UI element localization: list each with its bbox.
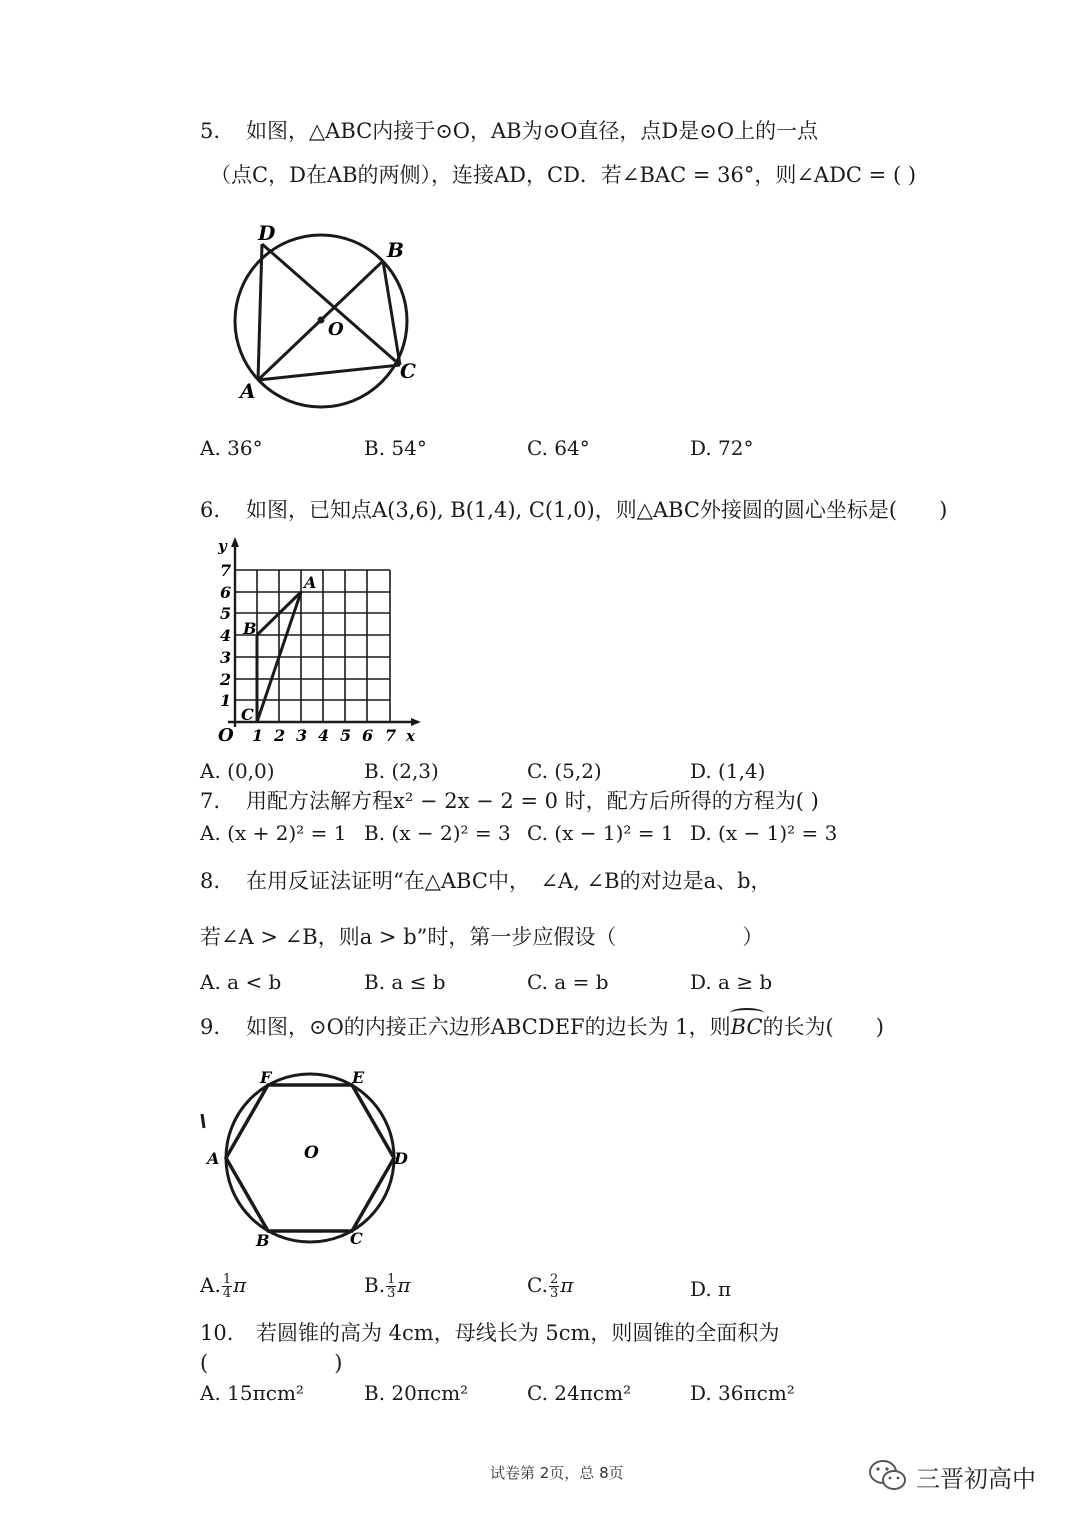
q6-y-tick: 4 (220, 626, 232, 645)
q9-label-e: E (352, 1068, 365, 1087)
q10-line2: ( ) (200, 1351, 343, 1375)
q9-option-d: D. π (690, 1277, 732, 1301)
q9-arc-bc: BC (731, 1012, 763, 1042)
q8-option-b: B. a ≤ b (364, 970, 446, 994)
q6-y-tick: 1 (220, 691, 232, 710)
q7-option-d: D. (x − 1)² = 3 (690, 821, 838, 845)
q10-option-a: A. 15πcm² (200, 1381, 304, 1405)
q9-option-b: B. $\frac{1}{3}$ π (364, 1272, 411, 1301)
q9-label-f: F (260, 1068, 272, 1087)
q10-option-b: B. 20πcm² (364, 1381, 469, 1405)
q5-option-d: D. 72° (690, 436, 754, 460)
q6-x-tick: 5 (340, 726, 352, 745)
q5-label-d: D (258, 221, 276, 245)
q6-x-tick: 6 (362, 726, 374, 745)
q6-x-tick: 3 (296, 726, 308, 745)
q6-y-axis-label: y (218, 537, 227, 555)
fraction: $\frac{2}{3}$ (549, 1272, 559, 1301)
q6-x-tick: 7 (385, 726, 397, 745)
q6-option-c: C. (5,2) (527, 759, 602, 783)
q6-origin-label: O (218, 725, 234, 746)
q6-x-tick: 1 (252, 726, 264, 745)
q8-line1: 8. 在用反证法证明“在△ABC中， ∠A, ∠B的对边是a、b， (200, 869, 772, 893)
q6-label-c: C (241, 705, 254, 724)
q6-x-axis-label: x (406, 727, 415, 745)
brand-name: 三晋初高中 (916, 1464, 1036, 1493)
q6-y-tick: 5 (220, 604, 232, 623)
q5-line1: 5. 如图，△ABC内接于⊙O，AB为⊙O直径，点D是⊙O上的一点 (200, 119, 819, 143)
q9-label-d: D (394, 1149, 408, 1168)
q9-line1: 9. 如图，⊙O的内接正六边形ABCDEF的边长为 1，则 BC的长为( ) (200, 1012, 884, 1042)
q8-option-a: A. a < b (200, 970, 282, 994)
q10-option-c: C. 24πcm² (527, 1381, 632, 1405)
q5-label-b: B (387, 238, 404, 262)
q8-option-c: C. a = b (527, 970, 609, 994)
q6-y-tick: 3 (220, 648, 232, 667)
q5-option-b: B. 54° (364, 436, 427, 460)
q8-line2: 若∠A > ∠B，则a > b”时，第一步应假设（ ） (200, 925, 764, 949)
q6-option-a: A. (0,0) (200, 759, 275, 783)
q6-option-b: B. (2,3) (364, 759, 439, 783)
q9-label-a: A (207, 1149, 220, 1168)
q5-option-c: C. 64° (527, 436, 590, 460)
q6-x-tick: 2 (274, 726, 286, 745)
q5-label-o: O (328, 319, 344, 340)
wechat-icon (868, 1458, 908, 1494)
q6-option-d: D. (1,4) (690, 759, 766, 783)
q5-option-a: A. 36° (200, 436, 263, 460)
q5-circle-figure (220, 218, 440, 418)
fraction: $\frac{1}{4}$ (222, 1272, 232, 1301)
q10-line1: 10. 若圆锥的高为 4cm，母线长为 5cm，则圆锥的全面积为 (200, 1321, 780, 1345)
q9-label-b: B (256, 1231, 270, 1250)
q7-option-c: C. (x − 1)² = 1 (527, 821, 674, 845)
q10-option-d: D. 36πcm² (690, 1381, 795, 1405)
q6-label-a: A (304, 573, 317, 592)
q5-label-c: C (400, 359, 416, 383)
q6-label-b: B (243, 619, 257, 638)
q9-hexagon-figure (198, 1062, 428, 1254)
q9-label-o: O (304, 1143, 319, 1163)
q6-line1: 6. 如图，已知点A(3,6), B(1,4), C(1,0)，则△ABC外接圆的圆心坐标是( ) (200, 498, 948, 522)
q6-y-tick: 6 (220, 583, 232, 602)
q6-y-tick: 2 (220, 670, 232, 689)
q9-option-a: A. $\frac{1}{4}$ π (200, 1272, 247, 1301)
q6-y-tick: 7 (220, 561, 232, 580)
q9-option-c: C. $\frac{2}{3}$ π (527, 1272, 574, 1301)
fraction: $\frac{1}{3}$ (387, 1272, 396, 1301)
q5-label-a: A (240, 379, 256, 403)
q7-option-a: A. (x + 2)² = 1 (200, 821, 347, 845)
q5-line2: （点C，D在AB的两侧），连接AD，CD．若∠BAC = 36°，则∠ADC = ( ) (210, 163, 917, 187)
q7-line1: 7. 用配方法解方程x² − 2x − 2 = 0 时，配方后所得的方程为( ) (200, 789, 819, 813)
q6-x-tick: 4 (318, 726, 330, 745)
q9-label-c: C (350, 1229, 363, 1248)
page-footer: 试卷第 2页，总 8页 (490, 1464, 624, 1482)
q7-option-b: B. (x − 2)² = 3 (364, 821, 511, 845)
brand-watermark (868, 1458, 1036, 1494)
q6-grid-figure (210, 535, 430, 747)
q8-option-d: D. a ≥ b (690, 970, 773, 994)
